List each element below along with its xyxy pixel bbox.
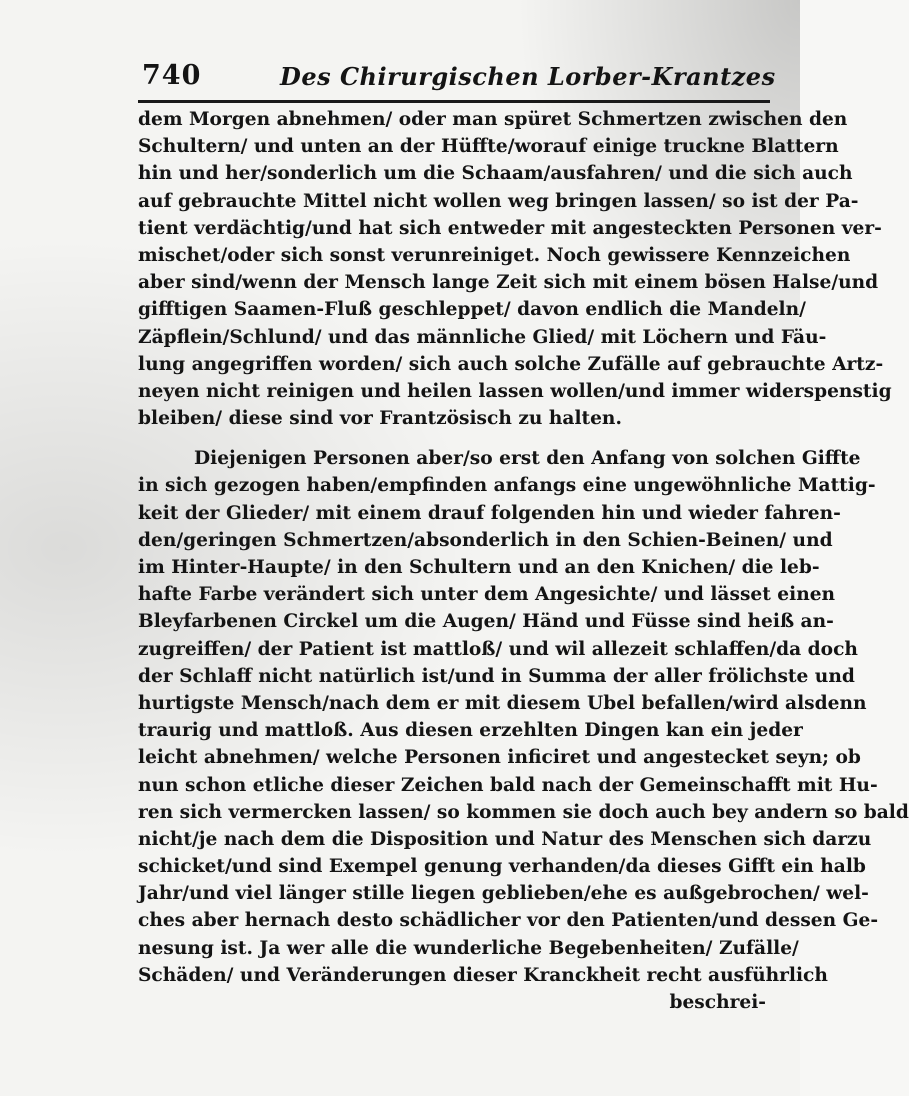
text-line: nun schon etliche dieser Zeichen bald nach der Gemeinschafft mit Hu- <box>138 774 878 796</box>
text-line: gifftigen Saamen-Fluß geschleppet/ davon endlich die Mandeln/ <box>138 299 806 321</box>
text-line: keit der Glieder/ mit einem drauf folgenden hin und wieder fahren- <box>138 502 841 524</box>
text-line: den/geringen Schmertzen/absonderlich in den Schien-Beinen/ und <box>138 529 833 551</box>
text-line: nesung ist. Ja wer alle die wunderliche Begebenheiten/ Zufälle/ <box>138 937 799 959</box>
text-line: dem Morgen abnehmen/ oder man spüret Schmertzen zwischen den <box>138 109 848 130</box>
text-line: tient verdächtig/und hat sich entweder mit angesteckten Personen ver- <box>138 217 882 239</box>
text-line: schicket/und sind Exempel genung verhanden/da dieses Gifft ein halb <box>138 856 866 878</box>
text-line: zugreiffen/ der Patient ist mattloß/ und wil allezeit schlaffen/da doch <box>138 638 858 660</box>
running-head: Des Chirurgischen Lorber-Krantzes <box>280 62 776 91</box>
text-line: Schäden/ und Veränderungen dieser Kranckheit recht ausführlich <box>138 964 828 986</box>
text-line: ches aber hernach desto schädlicher vor den Patienten/und dessen Ge- <box>138 910 879 932</box>
text-line: in sich gezogen haben/empfinden anfangs eine ungewöhnliche Mattig- <box>138 475 876 497</box>
text-line: traurig und mattloß. Aus diesen erzehlten Dingen kan ein jeder <box>138 720 803 742</box>
text-line: Jahr/und viel länger stille liegen geblieben/ehe es außgebrochen/ wel- <box>138 883 869 905</box>
text-line: Zäpflein/Schlund/ und das männliche Glied/ mit Löchern und Fäu- <box>138 326 827 348</box>
text-line: Bleyfarbenen Circkel um die Augen/ Händ und Füsse sind heiß an- <box>138 611 834 633</box>
text-line: lung angegriffen worden/ sich auch solche Zufälle auf gebrauchte Artz- <box>138 353 884 375</box>
text-line: ren sich vermercken lassen/ so kommen sie doch auch bey andern so bald <box>138 801 909 823</box>
text-line: Diejenigen Personen aber/so erst den Anfang von solchen Giffte <box>194 448 861 470</box>
page-header <box>142 58 776 98</box>
text-line: bleiben/ diese sind vor Frantzösisch zu halten. <box>138 408 622 430</box>
text-line: hin und her/sonderlich um die Schaam/ausfahren/ und die sich auch <box>138 163 853 185</box>
paragraph-1 <box>138 106 892 432</box>
text-line: leicht abnehmen/ welche Personen inficiret und angestecket seyn; ob <box>138 747 861 769</box>
text-line: neyen nicht reinigen und heilen lassen wollen/und immer widerspenstig <box>138 380 892 402</box>
text-line: hafte Farbe verändert sich unter dem Angesichte/ und lässet einen <box>138 584 836 606</box>
text-line: hurtigste Mensch/nach dem er mit diesem Ubel befallen/wird alsdenn <box>138 692 867 714</box>
paragraph-2 <box>138 445 909 989</box>
paragraph-gap <box>138 432 766 445</box>
text-line: der Schlaff nicht natürlich ist/und in Summa der aller frölichste und <box>138 665 855 687</box>
text-line: auf gebrauchte Mittel nicht wollen weg bringen lassen/ so ist der Pa- <box>138 190 859 212</box>
text-line: Schultern/ und unten an der Hüffte/worauf einige truckne Blattern <box>138 136 839 158</box>
text-line: mischet/oder sich sonst verunreiniget. Noch gewissere Kennzeichen <box>138 244 851 266</box>
page-number: 740 <box>142 60 202 91</box>
header-rule <box>138 100 770 103</box>
text-line: aber sind/wenn der Mensch lange Zeit sich mit einem bösen Halse/und <box>138 272 879 294</box>
text-line: nicht/je nach dem die Disposition und Natur des Menschen sich darzu <box>138 828 872 850</box>
body-text <box>138 106 909 1016</box>
text-line: im Hinter-Haupte/ in den Schultern und an den Knichen/ die leb- <box>138 557 820 578</box>
catchword: beschrei- <box>669 992 766 1013</box>
